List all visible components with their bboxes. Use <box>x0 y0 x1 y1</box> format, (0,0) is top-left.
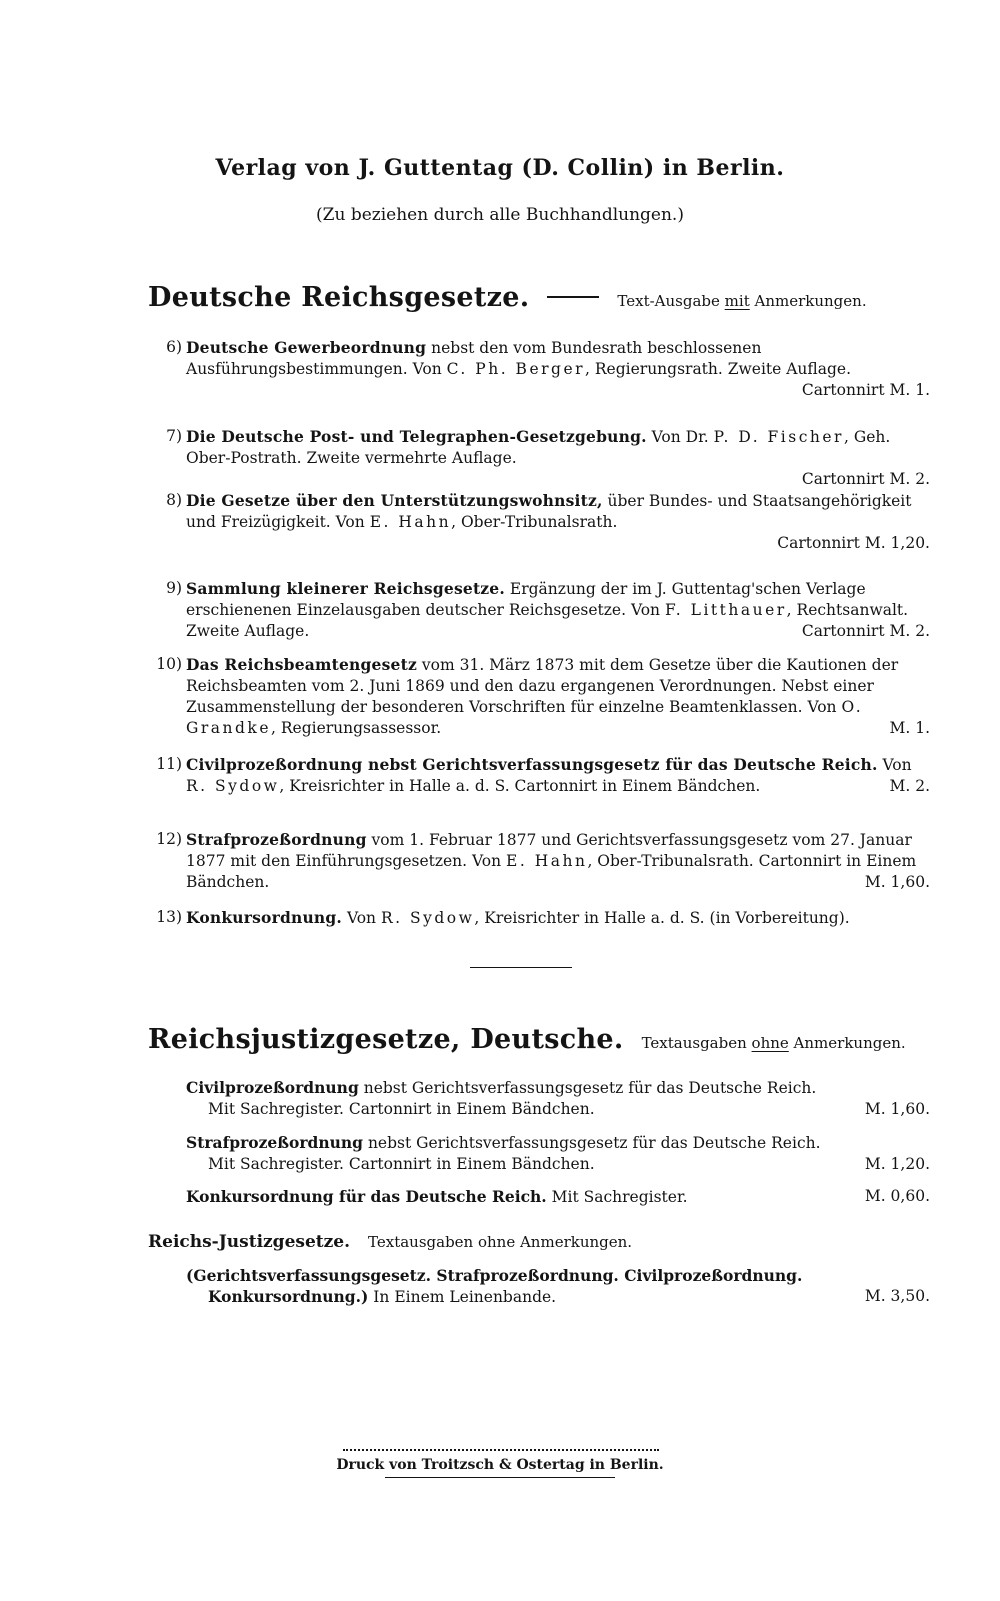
entry-text-2: Mit Sachregister. Cartonnirt in Einem Bändchen. <box>208 1100 595 1118</box>
entry-text: nebst Gerichtsverfassungsgesetz für das Deutsche Reich. <box>363 1134 821 1152</box>
entry-author: O. Grandke <box>186 698 864 737</box>
entry-text: nebst den vom Bundesrath beschlossenen Ausführungsbestimmungen. Von <box>186 339 762 378</box>
section-divider <box>470 967 572 968</box>
entry-number: 13) <box>156 908 182 926</box>
catalog-entry <box>156 907 930 929</box>
section-title: Reichsjustizgesetze, Deutsche. <box>148 1024 624 1055</box>
section-subtitle: Textausgaben ohne Anmerkungen. <box>368 1233 633 1251</box>
entry-text-2: , Regierungsrath. Zweite Auflage. <box>585 360 852 378</box>
entry-number: 8) <box>166 491 182 509</box>
entry-price: Cartonnirt M. 2. <box>801 470 930 488</box>
printer-underline <box>385 1477 615 1478</box>
entry-text-2: , Geh. Ober-Postrath. Zweite vermehrte Auflage. <box>186 428 891 467</box>
entry-text-2: , Rechtsanwalt. Zweite Auflage. <box>186 601 909 640</box>
entry-number: 9) <box>166 579 182 597</box>
catalog-entry <box>166 578 930 642</box>
footer-dotted-rule <box>343 1449 659 1451</box>
catalog-entry <box>186 1132 930 1175</box>
entry-text: Ergänzung der im J. Guttentag'schen Verlage erschienenen Einzelausgaben deutscher Reichsgesetze. Von <box>186 580 866 619</box>
entry-number: 12) <box>156 830 182 848</box>
entry-author: C. Ph. Berger <box>446 360 586 378</box>
entry-price: Cartonnirt M. 2. <box>801 622 930 640</box>
entry-number: 10) <box>156 655 182 673</box>
entry-author: E. Hahn <box>369 513 452 531</box>
entry-price: Cartonnirt M. 1. <box>801 381 930 399</box>
entry-title: Die Gesetze über den Unterstützungswohnsitz, <box>186 491 603 510</box>
entry-author: E. Hahn <box>506 852 588 870</box>
entry-title: Civilprozeßordnung nebst Gerichtsverfassungsgesetz für das Deutsche Reich. <box>186 755 878 774</box>
entry-text-2: , Ober-Tribunalsrath. <box>451 513 618 531</box>
entry-title: (Gerichtsverfassungsgesetz. Strafprozeßordnung. Civilprozeßordnung. <box>186 1266 803 1285</box>
entry-text: In Einem Leinenbande. <box>368 1288 557 1306</box>
entry-price: M. 0,60. <box>864 1187 930 1205</box>
catalog-entry <box>186 1265 930 1308</box>
section-dash <box>547 296 599 298</box>
entry-title: Strafprozeßordnung <box>186 1133 364 1152</box>
entry-text: vom 1. Februar 1877 und Gerichtsverfassungsgesetz vom 27. Januar 1877 mit den Einführungsgesetzen. Von <box>186 831 912 870</box>
catalog-entry <box>156 654 930 739</box>
publisher-heading: Verlag von J. Guttentag (D. Collin) in Berlin. <box>215 155 785 181</box>
entry-text: Von Dr. <box>646 428 714 446</box>
catalog-entry <box>166 426 930 490</box>
entry-text: vom 31. März 1873 mit dem Gesetze über die Kautionen der Reichsbeamten vom 2. Juni 1869 und den dazu ergangenen Verordnungen. Nebst einer Zusammenstellung der besonderen Vorschriften für einzelne Beamtenklassen. Von <box>186 656 899 716</box>
entry-title: Sammlung kleinerer Reichsgesetze. <box>186 579 505 598</box>
section-subtitle: Textausgaben ohne Anmerkungen. <box>641 1034 906 1052</box>
availability-note: (Zu beziehen durch alle Buchhandlungen.) <box>316 205 684 225</box>
section-title: Deutsche Reichsgesetze. <box>148 282 530 313</box>
section-header-reichs-justizgesetze <box>148 1232 938 1252</box>
catalog-entry <box>156 754 930 797</box>
entry-title: Konkursordnung. <box>186 908 343 927</box>
entry-text-2: , Ober-Tribunalsrath. Cartonnirt in Einem Bändchen. <box>186 852 917 891</box>
section-title: Reichs-Justizgesetze. <box>148 1232 351 1252</box>
entry-title: Deutsche Gewerbeordnung <box>186 338 427 357</box>
entry-title: Civilprozeßordnung <box>186 1078 359 1097</box>
entry-author: R. Sydow <box>186 777 280 795</box>
section-header-reichsjustizgesetze <box>148 1024 938 1055</box>
entry-price: M. 1,60. <box>864 1100 930 1118</box>
entry-price: M. 3,50. <box>864 1287 930 1305</box>
entry-text-2: , Kreisrichter in Halle a. d. S. (in Vorbereitung). <box>474 909 850 927</box>
entry-title-2: Konkursordnung.) <box>208 1287 369 1306</box>
entry-title: Konkursordnung für das Deutsche Reich. <box>186 1187 547 1206</box>
section-header-reichsgesetze <box>148 282 938 313</box>
entry-price: M. 1. <box>889 719 930 737</box>
entry-number: 6) <box>166 338 182 356</box>
entry-price: M. 2. <box>889 777 930 795</box>
entry-number: 7) <box>166 427 182 445</box>
entry-text: über Bundes- und Staatsangehörigkeit und Freizügigkeit. Von <box>186 492 912 531</box>
entry-author: P. D. Fischer <box>713 428 844 446</box>
entry-text: Von <box>877 756 912 774</box>
section-subtitle: Text-Ausgabe mit Anmerkungen. <box>617 292 867 310</box>
entry-title: Das Reichsbeamtengesetz <box>186 655 417 674</box>
catalog-entry <box>166 490 930 554</box>
entry-price: M. 1,60. <box>864 873 930 891</box>
entry-text: Von <box>342 909 381 927</box>
entry-title: Strafprozeßordnung <box>186 830 367 849</box>
entry-text: Mit Sachregister. <box>546 1188 688 1206</box>
entry-text-2: Mit Sachregister. Cartonnirt in Einem Bändchen. <box>208 1155 595 1173</box>
catalog-entry <box>166 337 930 401</box>
entry-author: F. Litthauer <box>664 601 787 619</box>
entry-price: M. 1,20. <box>864 1155 930 1173</box>
catalog-entry <box>186 1186 930 1208</box>
entry-text-2: , Regierungsassessor. <box>271 719 442 737</box>
entry-number: 11) <box>156 755 182 773</box>
entry-title: Die Deutsche Post- und Telegraphen-Gesetzgebung. <box>186 427 647 446</box>
printer-imprint: Druck von Troitzsch & Ostertag in Berlin. <box>336 1457 664 1473</box>
entry-text: nebst Gerichtsverfassungsgesetz für das Deutsche Reich. <box>358 1079 817 1097</box>
catalog-entry <box>186 1077 930 1120</box>
entry-author: R. Sydow <box>380 909 475 927</box>
entry-text-2: , Kreisrichter in Halle a. d. S. Cartonnirt in Einem Bändchen. <box>279 777 761 795</box>
entry-price: Cartonnirt M. 1,20. <box>777 534 930 552</box>
catalog-entry <box>156 829 930 893</box>
